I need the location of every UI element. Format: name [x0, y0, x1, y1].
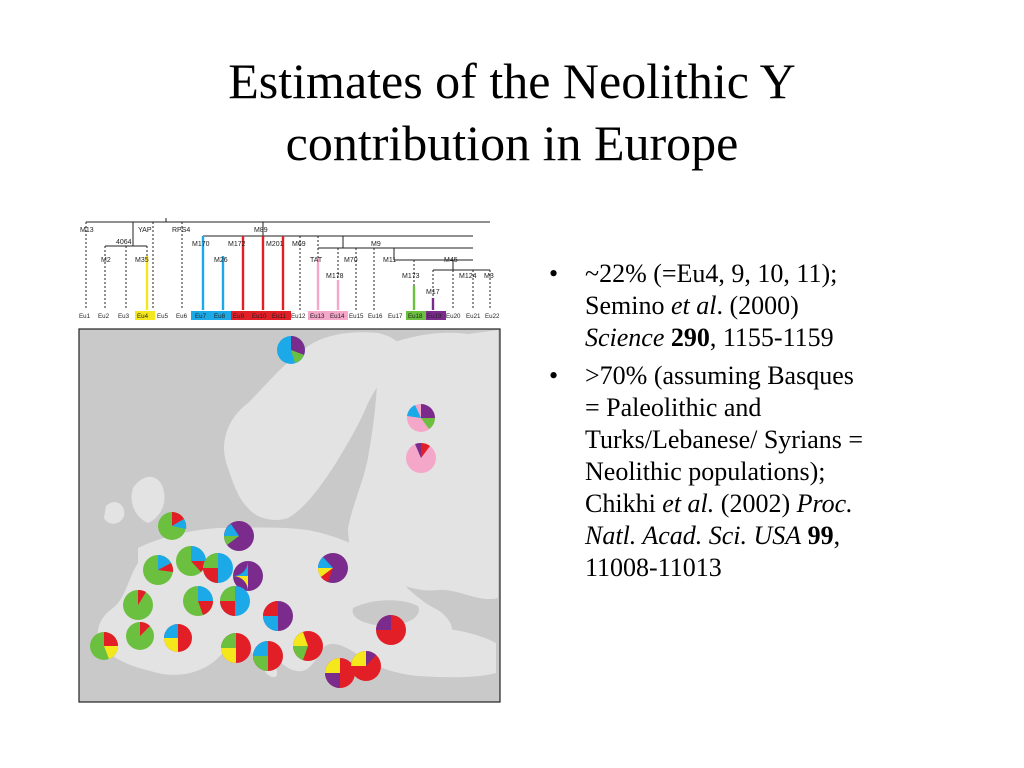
pie-russia-north: [407, 404, 435, 432]
marker-label: M2: [101, 257, 111, 264]
marker-label: M89: [254, 227, 268, 234]
title-line-1: Estimates of the Neolithic Y: [228, 53, 796, 109]
pie-russia-south: [406, 443, 436, 473]
haplogroup-label: Eu22: [485, 313, 500, 320]
bullet-item: [545, 258, 1005, 354]
pie-germany: [176, 546, 206, 576]
pie-north-italy: [183, 586, 213, 616]
marker-label: RPS4: [172, 227, 191, 234]
marker-label: TAT: [310, 257, 323, 264]
haplogroup-label: Eu13: [310, 313, 325, 320]
haplogroup-label: Eu2: [98, 313, 110, 320]
bullet-line: [585, 520, 1005, 552]
bullet-line: [585, 488, 1005, 520]
haplogroup-label: Eu10: [252, 313, 267, 320]
bullet-line: [585, 456, 1005, 488]
bullet-text: = Paleolithic and: [585, 393, 762, 422]
pie-turkey-east: [351, 651, 381, 681]
bullet-italic: et al: [670, 291, 717, 320]
bullet-text: 11008-11013: [585, 553, 722, 582]
pie-caucasus: [376, 615, 406, 645]
marker-label: M13: [80, 227, 94, 234]
pie-west-france: [123, 590, 153, 620]
haplogroup-label: Eu20: [446, 313, 461, 320]
bullet-line: [585, 258, 1005, 290]
pie-italy-south: [164, 624, 192, 652]
pie-france: [143, 555, 173, 585]
haplogroup-colored-branches: [147, 236, 433, 310]
bullet-text: . (2000): [716, 291, 799, 320]
marker-label: M11: [383, 257, 397, 264]
haplogroup-label: Eu9: [233, 313, 245, 320]
pie-sardinia: [126, 622, 154, 650]
bullet-text: ,: [833, 521, 841, 550]
marker-label: M173: [402, 273, 420, 280]
bullet-text: ~22% (=Eu4, 9, 10, 11);: [585, 259, 838, 288]
haplogroup-label: Eu17: [388, 313, 403, 320]
bullet-line: [585, 424, 1005, 456]
pie-greece: [253, 641, 283, 671]
bullet-line: [585, 360, 1005, 392]
haplogroup-label: Eu11: [272, 313, 286, 320]
marker-label: M45: [444, 257, 458, 264]
haplogroup-label: Eu16: [368, 313, 383, 320]
bullet-symbol: •: [549, 361, 559, 390]
bullet-item: [545, 360, 1005, 584]
bullet-line: [585, 290, 1005, 322]
marker-label: YAP: [138, 227, 152, 234]
pie-netherlands: [158, 512, 186, 540]
haplogroup-label: Eu18: [408, 313, 423, 320]
haplogroup-label: Eu5: [157, 313, 169, 320]
pie-spain: [90, 632, 118, 660]
journal-name: Science: [585, 323, 665, 352]
haplogroup-label: Eu4: [137, 313, 149, 320]
journal-name: Natl. Acad. Sci. USA: [585, 521, 802, 550]
marker-label: M170: [192, 241, 210, 248]
bullet-text: (2002): [714, 489, 797, 518]
haplogroup-label: Eu3: [118, 313, 130, 320]
bullet-text: Neolithic populations);: [585, 457, 826, 486]
marker-label: M178: [326, 273, 344, 280]
bullet-symbol: •: [549, 259, 559, 288]
pie-turkey-west: [293, 631, 323, 661]
marker-label: M70: [344, 257, 358, 264]
bullet-text: , 1155-1159: [709, 323, 834, 352]
marker-label: M3: [484, 273, 494, 280]
haplogroup-map-figure: [78, 218, 504, 704]
haplogroup-label: Eu19: [427, 313, 442, 320]
bullet-text: >70% (assuming Basques: [585, 361, 854, 390]
marker-label: M35: [135, 257, 149, 264]
haplogroup-label: Eu1: [79, 313, 91, 320]
volume-number: 99: [807, 521, 834, 550]
bullet-list: [545, 258, 1005, 590]
pie-croatia: [220, 586, 250, 616]
title-line-2: contribution in Europe: [285, 115, 739, 171]
pie-albania: [263, 601, 293, 631]
marker-label: M17: [426, 289, 440, 296]
haplogroup-label: Eu8: [214, 313, 226, 320]
pie-poland: [224, 521, 254, 551]
bullet-line: [585, 552, 1005, 584]
marker-label: M201: [266, 241, 284, 248]
marker-label: 4064: [116, 239, 132, 246]
marker-label: M9: [371, 241, 381, 248]
marker-label: M172: [228, 241, 246, 248]
haplogroup-label: Eu14: [330, 313, 345, 320]
haplogroup-label: Eu7: [195, 313, 207, 320]
pie-ukraine: [318, 553, 348, 583]
bullet-line: [585, 392, 1005, 424]
haplogroup-label: Eu21: [466, 313, 481, 320]
pie-czech: [203, 553, 233, 583]
slide-title: [0, 50, 1024, 174]
marker-label: M69: [292, 241, 306, 248]
pie-crete: [325, 658, 355, 688]
pie-greece-north: [221, 633, 251, 663]
bullet-line: [585, 322, 1005, 354]
haplogroup-label: Eu6: [176, 313, 188, 320]
journal-name: Proc.: [796, 489, 853, 518]
bullet-italic: et al.: [662, 489, 715, 518]
bullet-text: Chikhi: [585, 489, 663, 518]
pie-saami: [277, 336, 305, 364]
volume-number: 290: [670, 323, 710, 352]
haplogroup-label: Eu15: [349, 313, 364, 320]
marker-label: M26: [214, 257, 228, 264]
haplogroup-label: Eu12: [291, 313, 306, 320]
bullet-text: Turks/Lebanese/ Syrians =: [585, 425, 864, 454]
marker-label: M124: [459, 273, 477, 280]
bullet-text: Semino: [585, 291, 671, 320]
